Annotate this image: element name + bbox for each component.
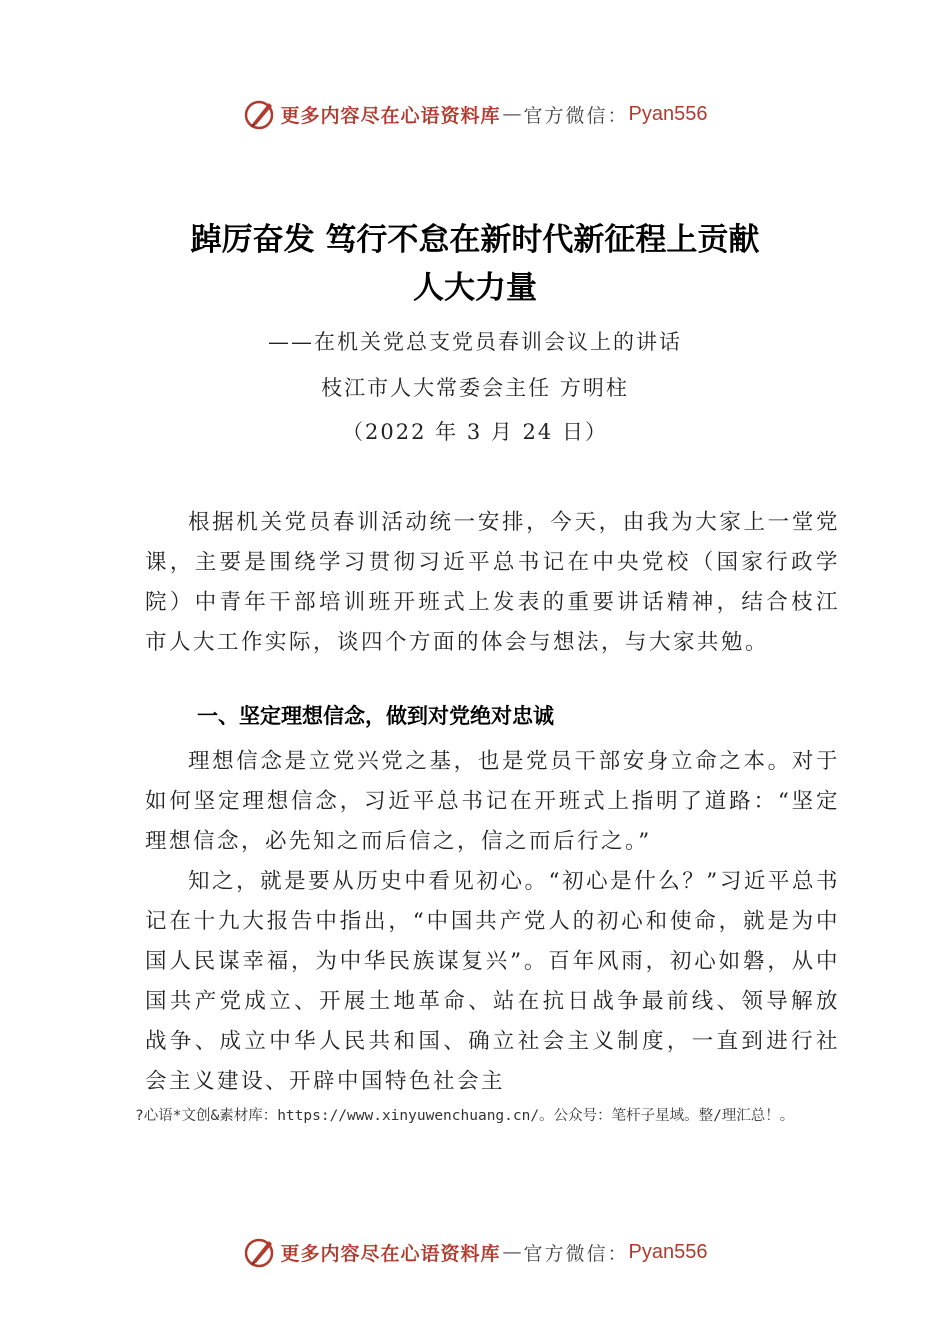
- banner-wechat-label: 官方微信：: [523, 1242, 629, 1265]
- header-banner: [0, 94, 950, 134]
- document-author: 枝江市人大常委会主任 方明柱: [321, 376, 629, 400]
- footer-banner: [0, 1232, 950, 1272]
- banner-wechat-id: Pyan556: [628, 102, 708, 125]
- banner-dash: —: [502, 1241, 522, 1263]
- paragraph-history: 知之，就是要从历史中看见初心。“初心是什么？”习近平总书记在十九大报告中指出，“中国共产党人的初心和使命，就是为中国人民谋幸福，为中华民族谋复兴”。百年风雨，初心如磐，从中国共产党成立、开展土地革命、站在抗日战争最前线、领导解放战争、成立中华人民共和国、确立社会主义制度，一直到进行社会主义建设、开辟中国特色社会主: [145, 869, 840, 1094]
- banner-library-text: 更多内容尽在心语资料库: [280, 104, 501, 127]
- document-title-line1: 踔厉奋发 笃行不怠在新时代新征程上贡献: [190, 222, 760, 258]
- source-footnote: ?心语*文创&素材库：https://www.xinyuwenchuang.cn/。公众号：笔杆子星域。整/理汇总！。: [135, 1108, 795, 1124]
- document-title-line2: 人大力量: [413, 270, 537, 306]
- banner-wechat-id: Pyan556: [628, 1240, 708, 1263]
- banner-dash: —: [502, 103, 522, 125]
- pen-circle-icon: [243, 1235, 277, 1269]
- paragraph-intro: 根据机关党员春训活动统一安排，今天，由我为大家上一堂党课，主要是围绕学习贯彻习近平总书记在中央党校（国家行政学院）中青年干部培训班开班式上发表的重要讲话精神，结合枝江市人大工作实际，谈四个方面的体会与想法，与大家共勉。: [145, 510, 840, 655]
- document-date: （2022 年 3 月 24 日）: [342, 420, 608, 444]
- pen-circle-icon: [243, 97, 277, 131]
- paragraph-ideals: 理想信念是立党兴党之基，也是党员干部安身立命之本。对于如何坚定理想信念，习近平总书记在开班式上指明了道路：“坚定理想信念，必先知之而后信之，信之而后行之。”: [145, 749, 840, 854]
- banner-library-text: 更多内容尽在心语资料库: [280, 1242, 501, 1265]
- banner-wechat-label: 官方微信：: [523, 104, 629, 127]
- document-subtitle: ——在机关党总支党员春训会议上的讲话: [268, 330, 682, 354]
- section-heading-1: 一、坚定理想信念，做到对党绝对忠诚: [197, 704, 554, 728]
